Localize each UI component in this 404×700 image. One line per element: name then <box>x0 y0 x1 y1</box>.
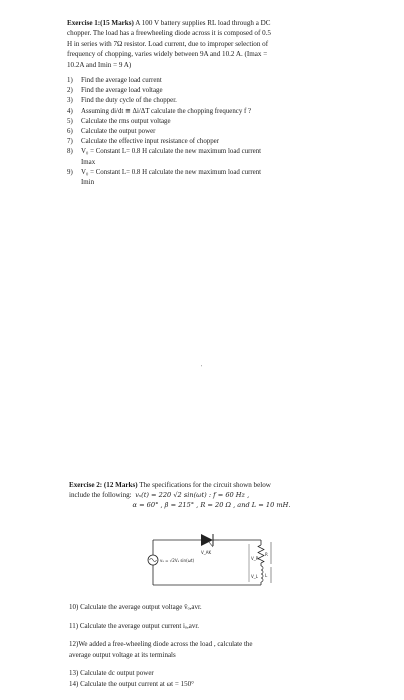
question-6 <box>67 127 352 137</box>
question-1 <box>67 76 352 86</box>
exercise-2-intro <box>69 480 354 490</box>
question-8 <box>67 147 352 167</box>
question-4 <box>67 107 352 117</box>
question-text: V₀ = Constant L= 0.8 H calculate the new maximum load current <box>81 168 262 176</box>
exercise-2-intro-line-1: The specifications for the circuit shown below <box>137 481 271 489</box>
question-number: 4) <box>67 107 73 115</box>
resistor-label: R <box>265 552 268 557</box>
exercise-2-title: Exercise 2: (12 Marks) <box>69 481 138 489</box>
exercise-1 <box>67 18 352 188</box>
question-text: Calculate the output power <box>81 128 156 136</box>
question-9 <box>67 168 352 188</box>
exercise-1-intro-line-4: frequency of chopping, varies widely between 9A and 10.2 A. (Imax = <box>67 50 268 59</box>
exercise-2-intro-text: include the following: <box>69 491 132 500</box>
question-13: 13) Calculate dc output power <box>69 669 154 678</box>
source-voltage-formula: vₛ(t) = 220 √2 sin(ωt) : f = 60 Hz , <box>135 491 250 500</box>
question-text: Find the duty cycle of the chopper. <box>81 97 177 105</box>
exercise-1-intro <box>67 18 352 28</box>
question-5 <box>67 117 352 127</box>
exercise-2 <box>69 480 354 511</box>
question-text: Find the average load voltage <box>81 87 163 95</box>
question-10: 10) Calculate the average output voltage v̄ₒ,avr. <box>69 603 202 611</box>
exercise-1-intro-line-3: H in series with 7Ω resistor. Load current, due to improper selection of <box>67 39 269 48</box>
question-text-continued: Imin <box>81 179 95 187</box>
question-11: 11) Calculate the average output current iₒ,avr. <box>69 621 200 630</box>
exercise-1-intro-line-2: chopper. The load has a freewheeling diode across it is composed of 0.5 <box>67 29 271 38</box>
exercise-1-intro-line-5: 10.2A and Imin = 9 A) <box>67 60 132 69</box>
spacer <box>69 660 354 668</box>
question-text: Calculate the rms output voltage <box>81 117 171 125</box>
question-number: 6) <box>67 128 73 136</box>
question-number: 9) <box>67 168 73 176</box>
question-text: Find the average load current <box>81 77 162 85</box>
exercise-2-intro-line-2 <box>69 490 354 500</box>
question-2 <box>67 86 352 96</box>
question-7 <box>67 137 352 147</box>
question-3 <box>67 96 352 106</box>
circuit-parameters-formula: α = 60° , β = 215° , R = 20 Ω , and L = 10 mH. <box>132 501 291 510</box>
exercise-1-title: Exercise 1:(15 Marks) <box>67 19 134 27</box>
exercise-1-questions <box>67 76 352 188</box>
question-14: 14) Calculate the output current at ωt = 150° <box>69 679 194 688</box>
source-label: vₛ = √2Vₛ sin(ωt) <box>160 558 195 563</box>
question-text-continued: Imax <box>81 158 96 166</box>
vl-label: V_L <box>251 574 258 579</box>
question-number: 3) <box>67 97 73 105</box>
question-number: 1) <box>67 77 73 85</box>
vak-label: V_AK <box>201 550 212 555</box>
vr-label: V_R <box>251 556 259 561</box>
exercise-2-questions <box>69 602 354 690</box>
question-12-line-1: 12)We added a free-wheeling diode across the load , calculate the <box>69 640 253 649</box>
exercise-1-intro-line-1: A 100 V battery supplies RL load through a DC <box>133 19 271 27</box>
spacer <box>69 613 354 621</box>
question-text: Assuming di/dt ≅ Δi/ΔT calculate the chopping frequency f ? <box>81 107 252 115</box>
inductor-icon <box>261 566 263 582</box>
half-wave-rl-circuit-diagram <box>143 530 278 590</box>
thyristor-icon <box>201 534 219 547</box>
stray-mark: ' <box>201 365 203 371</box>
question-number: 8) <box>67 148 73 156</box>
question-number: 2) <box>67 87 73 95</box>
spacer <box>69 631 354 639</box>
inductor-label: L <box>265 573 268 578</box>
resistor-icon <box>258 545 264 563</box>
question-number: 7) <box>67 138 73 146</box>
question-number: 5) <box>67 117 73 125</box>
question-12-line-2: average output voltage at its terminals <box>69 650 176 659</box>
question-text: Calculate the effective input resistance of chopper <box>81 138 220 146</box>
question-text: V₀ = Constant L= 0.8 H calculate the new maximum load current <box>81 148 262 156</box>
